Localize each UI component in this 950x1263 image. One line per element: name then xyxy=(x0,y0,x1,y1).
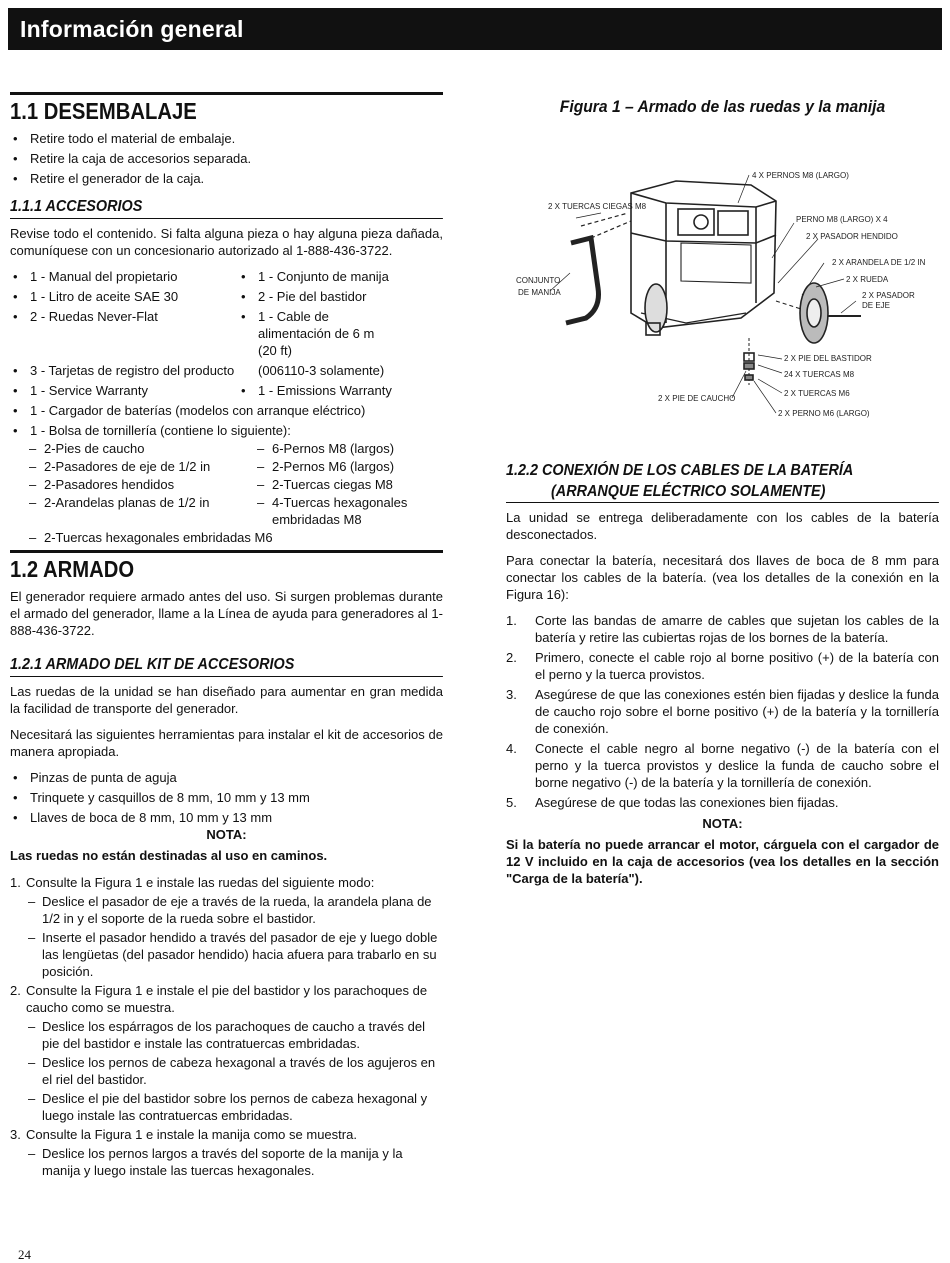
label-pernos-largo: 4 X PERNOS M8 (LARGO) xyxy=(752,171,849,180)
list-item: • 1 - Cargador de baterías (modelos con arranque eléctrico) xyxy=(10,402,443,419)
list-item: • 1 - Conjunto de manija xyxy=(238,268,443,285)
step-number: 1. xyxy=(10,875,21,890)
list-item: • Retire todo el material de embalaje. xyxy=(10,130,443,147)
heading-1-2-2 xyxy=(506,460,939,503)
heading-1-1-1: 1.1.1 ACCESORIOS xyxy=(10,197,443,219)
heading-1-2: 1.2 ARMADO xyxy=(10,556,135,582)
step-text: Consulte la Figura 1 e instale las ruedas del siguiente modo: xyxy=(26,875,375,890)
list-item-note: (006110-3 solamente) xyxy=(258,363,385,378)
accessories-list-extra xyxy=(10,402,443,439)
battery-steps xyxy=(506,612,939,811)
step-item xyxy=(506,686,939,737)
list-item: • Retire la caja de accesorios separada. xyxy=(10,150,443,167)
dash-item: – 6-Pernos M8 (largos) xyxy=(238,440,443,457)
label-pie-caucho: 2 X PIE DE CAUCHO xyxy=(658,394,736,403)
dash-item: – 2-Pernos M6 (largos) xyxy=(238,458,443,475)
step-subitem: – Deslice los espárragos de los parachoques de caucho a través del pie del bastidor e instale las contratuercas embridadas. xyxy=(10,1018,443,1052)
dash-item: – 2-Tuercas hexagonales embridadas M6 xyxy=(10,529,443,546)
tools-list xyxy=(10,769,443,826)
heading-1-1: 1.1 DESEMBALAJE xyxy=(10,98,197,124)
paragraph: La unidad se entrega deliberadamente con los cables de la batería desconectados. xyxy=(506,510,939,542)
list-item: • 1 - Cable de alimentación de 6 m (20 ft) xyxy=(238,308,443,359)
step-text: Consulte la Figura 1 e instale el pie del bastidor y los parachoques de caucho como se muestra. xyxy=(26,983,428,1015)
page-number: 24 xyxy=(18,1247,31,1262)
list-item: • 1 - Bolsa de tornillería (contiene lo siguiente): xyxy=(10,422,443,439)
step-number: 4. xyxy=(506,741,517,756)
step-subitem: – Deslice los pernos de cabeza hexagonal a través de los agujeros en el riel del bastidor. xyxy=(10,1054,443,1088)
accessories-grid xyxy=(10,268,443,399)
label-pasador-eje-2: DE EJE xyxy=(862,301,891,310)
step-text: Asegúrese de que todas las conexiones bien fijadas. xyxy=(535,795,839,810)
paragraph: Revise todo el contenido. Si falta alguna pieza o hay alguna pieza dañada, comuníquese con un concesionario autorizado al 1-888-436-3722. xyxy=(10,226,443,258)
unpacking-list xyxy=(10,130,443,187)
list-item: • 2 - Ruedas Never-Flat xyxy=(10,308,238,359)
label-pasador-eje-1: 2 X PASADOR xyxy=(862,291,915,300)
step-subitem: – Deslice el pasador de eje a través de la rueda, la arandela plana de 1/2 in y el soporte de la rueda sobre el bastidor. xyxy=(10,893,443,927)
dash-item: – 2-Pasadores de eje de 1/2 in xyxy=(10,458,238,475)
step-text: Primero, conecte el cable rojo al borne positivo (+) de la batería con el perno y la tuerca provistos. xyxy=(535,650,939,682)
step-item xyxy=(10,874,443,891)
list-item: • 3 - Tarjetas de registro del producto xyxy=(10,362,238,379)
section-rule xyxy=(10,550,443,553)
paragraph: Para conectar la batería, necesitará dos llaves de boca de 8 mm para conectar los cables de la batería. (vea los detalles de la conexión en la Figura 16): xyxy=(506,553,939,602)
heading-1-2-2-line-2: (ARRANQUE ELÉCTRICO SOLAMENTE) xyxy=(506,481,939,503)
label-perno-x4: PERNO M8 (LARGO) X 4 xyxy=(796,215,888,224)
figure-1-diagram xyxy=(506,123,939,418)
note-text: Si la batería no puede arrancar el motor, cárguela con el cargador de 12 V incluido en la caja de accesorios (vea los detalles en la sección "Carga de la batería"). xyxy=(506,837,939,886)
step-number: 5. xyxy=(506,795,517,810)
label-perno-m6: 2 X PERNO M6 (LARGO) xyxy=(778,409,870,418)
label-conjunto-1: CONJUNTO xyxy=(516,276,561,285)
list-item: • 1 - Litro de aceite SAE 30 xyxy=(10,288,238,305)
dash-item: – 4-Tuercas hexagonales embridadas M8 xyxy=(238,494,443,528)
step-subitem: – Inserte el pasador hendido a través del pasador de eje y luego doble las lengüetas (del pasador hendido) hacia afuera para trabarlo en su posición. xyxy=(10,929,443,980)
step-item xyxy=(506,794,939,811)
list-item: • 1 - Emissions Warranty xyxy=(238,382,443,399)
step-item xyxy=(10,982,443,1016)
step-subitem: – Deslice los pernos largos a través del soporte de la manija y la manija y luego instale las tuercas hexagonales. xyxy=(10,1145,443,1179)
list-item: • Pinzas de punta de aguja xyxy=(10,769,443,786)
label-conjunto-2: DE MANIJA xyxy=(518,288,561,297)
label-tuercas-ciegas: 2 X TUERCAS CIEGAS M8 xyxy=(548,202,647,211)
dash-item: – 2-Pasadores hendidos xyxy=(10,476,238,493)
step-text: Asegúrese de que las conexiones estén bien fijadas y deslice la funda de caucho rojo sobre el borne positivo (+) de la batería y la tornillería de conexión. xyxy=(535,687,939,736)
assembly-steps xyxy=(10,874,443,1179)
list-item: • Llaves de boca de 8 mm, 10 mm y 13 mm xyxy=(10,809,443,826)
section-header-bar xyxy=(8,8,942,50)
right-column xyxy=(506,92,939,896)
heading-1-2-1: 1.2.1 ARMADO DEL KIT DE ACCESORIOS xyxy=(10,655,443,677)
step-number: 2. xyxy=(10,983,21,998)
step-number: 1. xyxy=(506,613,517,628)
heading-1-2-2-line-1: 1.2.2 CONEXIÓN DE LOS CABLES DE LA BATERÍA xyxy=(506,462,854,479)
step-number: 3. xyxy=(506,687,517,702)
dash-item: – 2-Pies de caucho xyxy=(10,440,238,457)
note-label: NOTA: xyxy=(702,816,743,831)
list-item: • 1 - Manual del propietario xyxy=(10,268,238,285)
step-number: 2. xyxy=(506,650,517,665)
step-item xyxy=(506,649,939,683)
dash-item: – 2-Tuercas ciegas M8 xyxy=(238,476,443,493)
figure-title: Figura 1 – Armado de las ruedas y la manija xyxy=(559,97,886,116)
label-tuercas-m6: 2 X TUERCAS M6 xyxy=(784,389,850,398)
note-text: Las ruedas no están destinadas al uso en caminos. xyxy=(10,848,328,863)
paragraph: Las ruedas de la unidad se han diseñado para aumentar en gran medida la facilidad de transporte del generador. xyxy=(10,684,443,716)
list-item: • 2 - Pie del bastidor xyxy=(238,288,443,305)
dash-item: – 2-Arandelas planas de 1/2 in xyxy=(10,494,238,528)
list-item: • Trinquete y casquillos de 8 mm, 10 mm y 13 mm xyxy=(10,789,443,806)
list-item: • Retire el generador de la caja. xyxy=(10,170,443,187)
hardware-bag-grid xyxy=(10,440,443,528)
step-text: Corte las bandas de amarre de cables que sujetan los cables de la batería y retire las cubiertas rojas de los bornes de la batería. xyxy=(535,613,939,645)
paragraph: El generador requiere armado antes del uso. Si surgen problemas durante el armado del generador, llame a la Línea de ayuda para generadores al 1-888-436-3722. xyxy=(10,589,443,638)
step-text: Consulte la Figura 1 e instale la manija como se muestra. xyxy=(26,1127,357,1142)
step-item xyxy=(10,1126,443,1143)
step-item xyxy=(506,612,939,646)
label-arandela: 2 X ARANDELA DE 1/2 IN xyxy=(832,258,926,267)
note-label: NOTA: xyxy=(206,827,247,842)
label-pasador-hendido: 2 X PASADOR HENDIDO xyxy=(806,232,898,241)
left-column xyxy=(10,92,443,1181)
section-rule xyxy=(10,92,443,95)
list-item: • 1 - Service Warranty xyxy=(10,382,238,399)
section-header-title: Información general xyxy=(20,16,244,42)
label-tuercas-m8: 24 X TUERCAS M8 xyxy=(784,370,855,379)
step-item xyxy=(506,740,939,791)
paragraph: Necesitará las siguientes herramientas para instalar el kit de accesorios de manera apropiada. xyxy=(10,727,443,759)
step-subitem: – Deslice el pie del bastidor sobre los pernos de cabeza hexagonal y luego instale las contratuercas embridadas. xyxy=(10,1090,443,1124)
step-text: Conecte el cable negro al borne negativo (-) de la batería con el perno y la tuerca provistos y deslice la funda de caucho sobre el borne negativo (-) de la batería y la tornillería de conexión. xyxy=(535,741,939,790)
label-pie-bastidor: 2 X PIE DEL BASTIDOR xyxy=(784,354,872,363)
label-rueda: 2 X RUEDA xyxy=(846,275,889,284)
step-number: 3. xyxy=(10,1127,21,1142)
